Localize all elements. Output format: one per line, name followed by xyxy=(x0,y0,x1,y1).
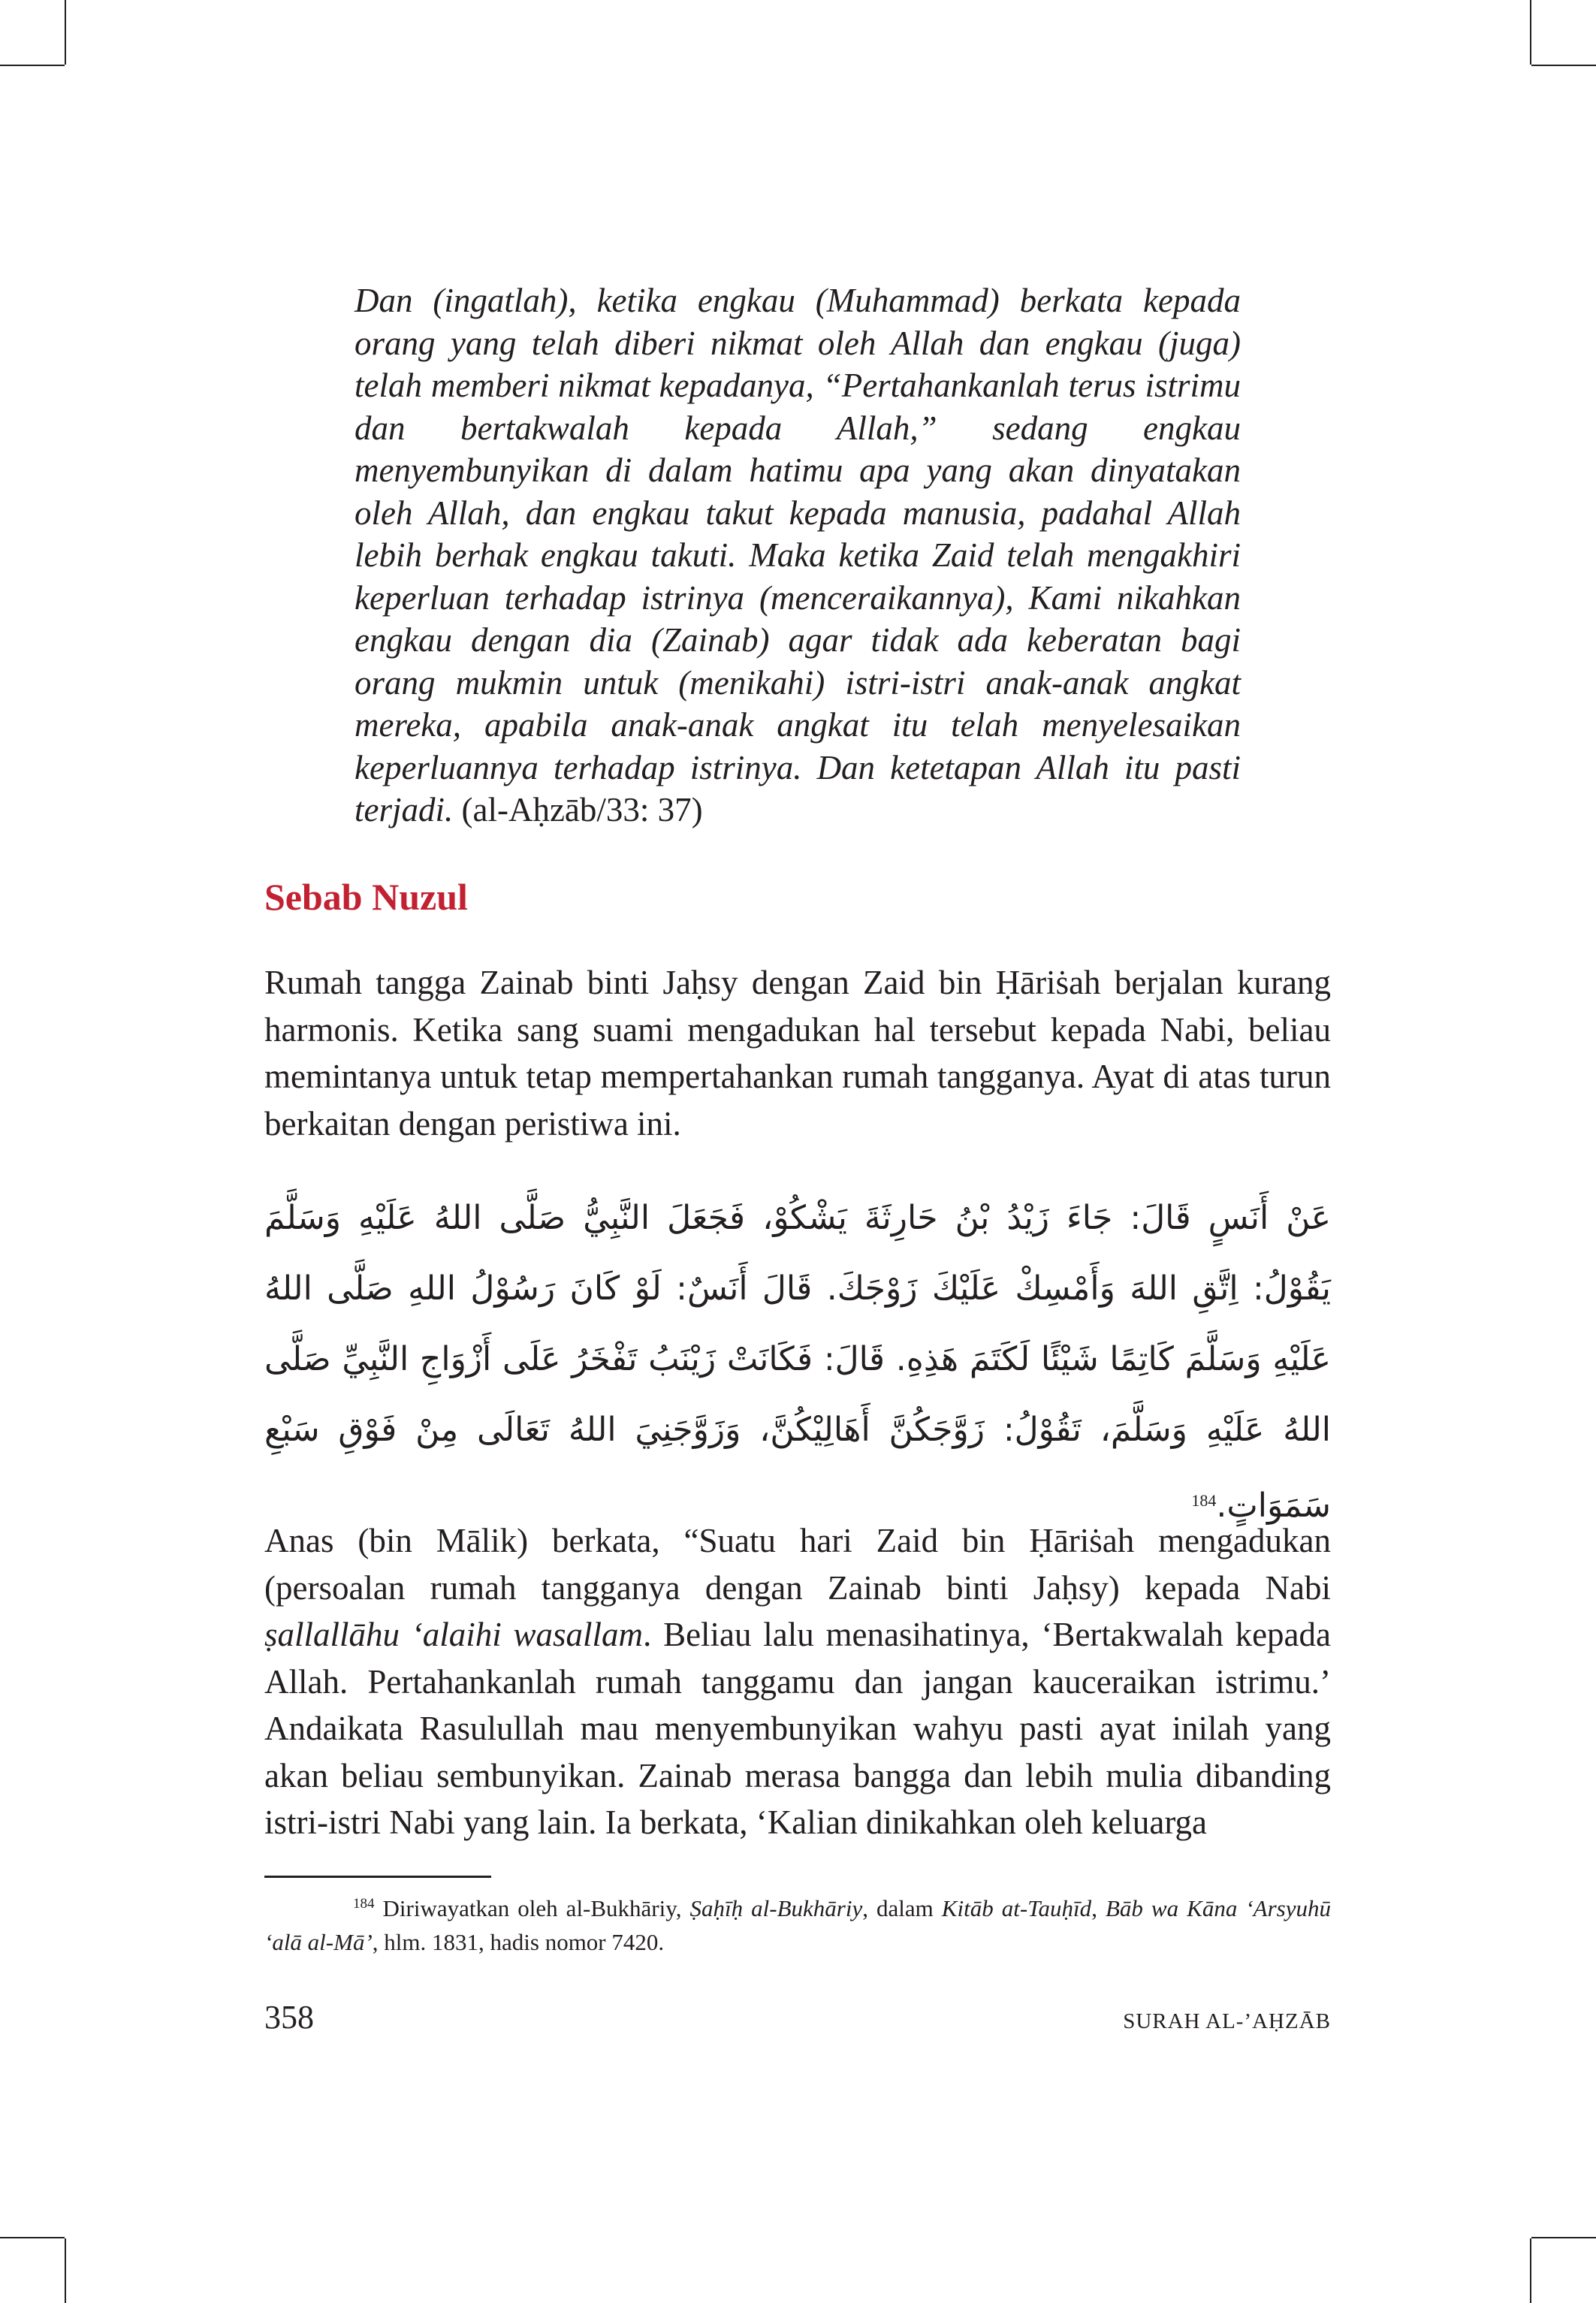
verse-translation-text: Dan (ingatlah), ketika engkau (Muhammad) berkata kepada orang yang telah diberi nikmat oleh Allah dan engkau (juga) telah memberi nikmat kepadanya, “Pertahankanlah terus istrimu dan bertakwalah kepada Allah,” sedang engkau menyembunyikan di dalam hatimu apa yang akan dinyatakan oleh Allah, dan engkau takut kepada manusia, padahal Allah lebih berhak engkau takuti. Maka ketika Zaid telah mengakhiri keperluan terhadap istrinya (menceraikannya), Kami nikahkan engkau dengan dia (Zainab) agar tidak ada keberatan bagi orang mukmin untuk (menikahi) istri-istri anak-anak angkat mereka, apabila anak-anak angkat itu telah menyelesaikan keperluannya terhadap istrinya. Dan ketetapan Allah itu pasti terjadi. xyxy=(354,282,1241,829)
footnote-text: Diriwayatkan oleh al-Bukhāriy, xyxy=(374,1895,690,1921)
crop-mark xyxy=(1531,65,1596,66)
verse-translation xyxy=(354,279,1241,832)
footnote-text: , xyxy=(1091,1895,1106,1921)
running-head: SURAH AL-’AḤZĀB xyxy=(1123,2009,1331,2033)
footnote xyxy=(264,1887,1331,1959)
crop-mark xyxy=(65,0,66,65)
crop-mark xyxy=(0,2237,65,2238)
footnote-text: , hlm. 1831, hadis nomor 7420. xyxy=(372,1929,665,1955)
paragraph-text: Anas (bin Mālik) berkata, “Suatu hari Zaid bin Ḥāriṡah mengadukan (persoalan rumah tangganya dengan Zainab binti Jaḥsy) kepada Nabi xyxy=(264,1522,1331,1607)
footnote-marker: 184 xyxy=(1191,1491,1217,1510)
footnote-number: 184 xyxy=(353,1896,375,1912)
footnote-kitab: Kitāb at-Tauḥīd xyxy=(941,1895,1092,1921)
crop-mark xyxy=(65,2238,66,2303)
arabic-hadith-text: عَنْ أَنَسٍ قَالَ: جَاءَ زَيْدُ بْنُ حَارِثَةَ يَشْكُوْ، فَجَعَلَ النَّبِيُّ صَلَّى اللهُ عَلَيْهِ وَسَلَّمَ يَقُوْلُ: اِتَّقِ اللهَ وَأَمْسِكْ عَلَيْكَ زَوْجَكَ. قَالَ أَنَسٌ: لَوْ كَانَ رَسُوْلُ اللهِ صَلَّى اللهُ عَلَيْهِ وَسَلَّمَ كَاتِمًا شَيْئًا لَكَتَمَ هَذِهِ. قَالَ: فَكَانَتْ زَيْنَبُ تَفْخَرُ عَلَى أَزْوَاجِ النَّبِيِّ صَلَّى اللهُ عَلَيْهِ وَسَلَّمَ، تَقُوْلُ: زَوَّجَكُنَّ أَهَالِيْكُنَّ، وَزَوَّجَنِيَ اللهُ تَعَالَى مِنْ فَوْقِ سَبْعِ سَمَوَاتٍ. xyxy=(264,1199,1331,1525)
honorific-phrase: ṣallallāhu ‘alaihi wasallam xyxy=(264,1616,644,1653)
footnote-text: , dalam xyxy=(862,1895,942,1921)
crop-mark xyxy=(1530,2238,1531,2303)
sebab-nuzul-paragraph: Rumah tangga Zainab binti Jaḥsy dengan Zaid bin Ḥāriṡah berjalan kurang harmonis. Ketika sang suami mengadukan hal tersebut kepada Nabi, beliau memintanya untuk tetap mempertahankan rumah tangganya. Ayat di atas turun berkaitan dengan peristiwa ini. xyxy=(264,964,1331,1142)
page-number: 358 xyxy=(264,1999,314,2036)
arabic-hadith xyxy=(264,1183,1331,1541)
section-heading: Sebab Nuzul xyxy=(264,876,468,918)
hadith-translation-paragraph xyxy=(264,1517,1331,1846)
verse-reference: (al-Aḥzāb/33: 37) xyxy=(461,791,703,829)
crop-mark xyxy=(0,65,65,66)
footnote-separator xyxy=(264,1876,491,1878)
footnote-bab: Bāb wa Kāna ‘Arsyuhū ‘alā al-Mā’ xyxy=(264,1895,1331,1955)
crop-mark xyxy=(1530,0,1531,65)
crop-mark xyxy=(1531,2237,1596,2238)
paragraph-text: . Beliau lalu menasihatinya, ‘Bertakwalah kepada Allah. Pertahankanlah rumah tanggamu dan jangan kauceraikan istrimu.’ Andaikata Rasulullah mau menyembunyikan wahyu pasti ayat inilah yang akan beliau sembunyikan. Zainab merasa bangga dan lebih mulia dibanding istri-istri Nabi yang lain. Ia berkata, ‘Kalian dinikahkan oleh keluarga xyxy=(264,1616,1331,1841)
footnote-book-title: Ṣaḥīḥ al-Bukhāriy xyxy=(689,1895,863,1921)
